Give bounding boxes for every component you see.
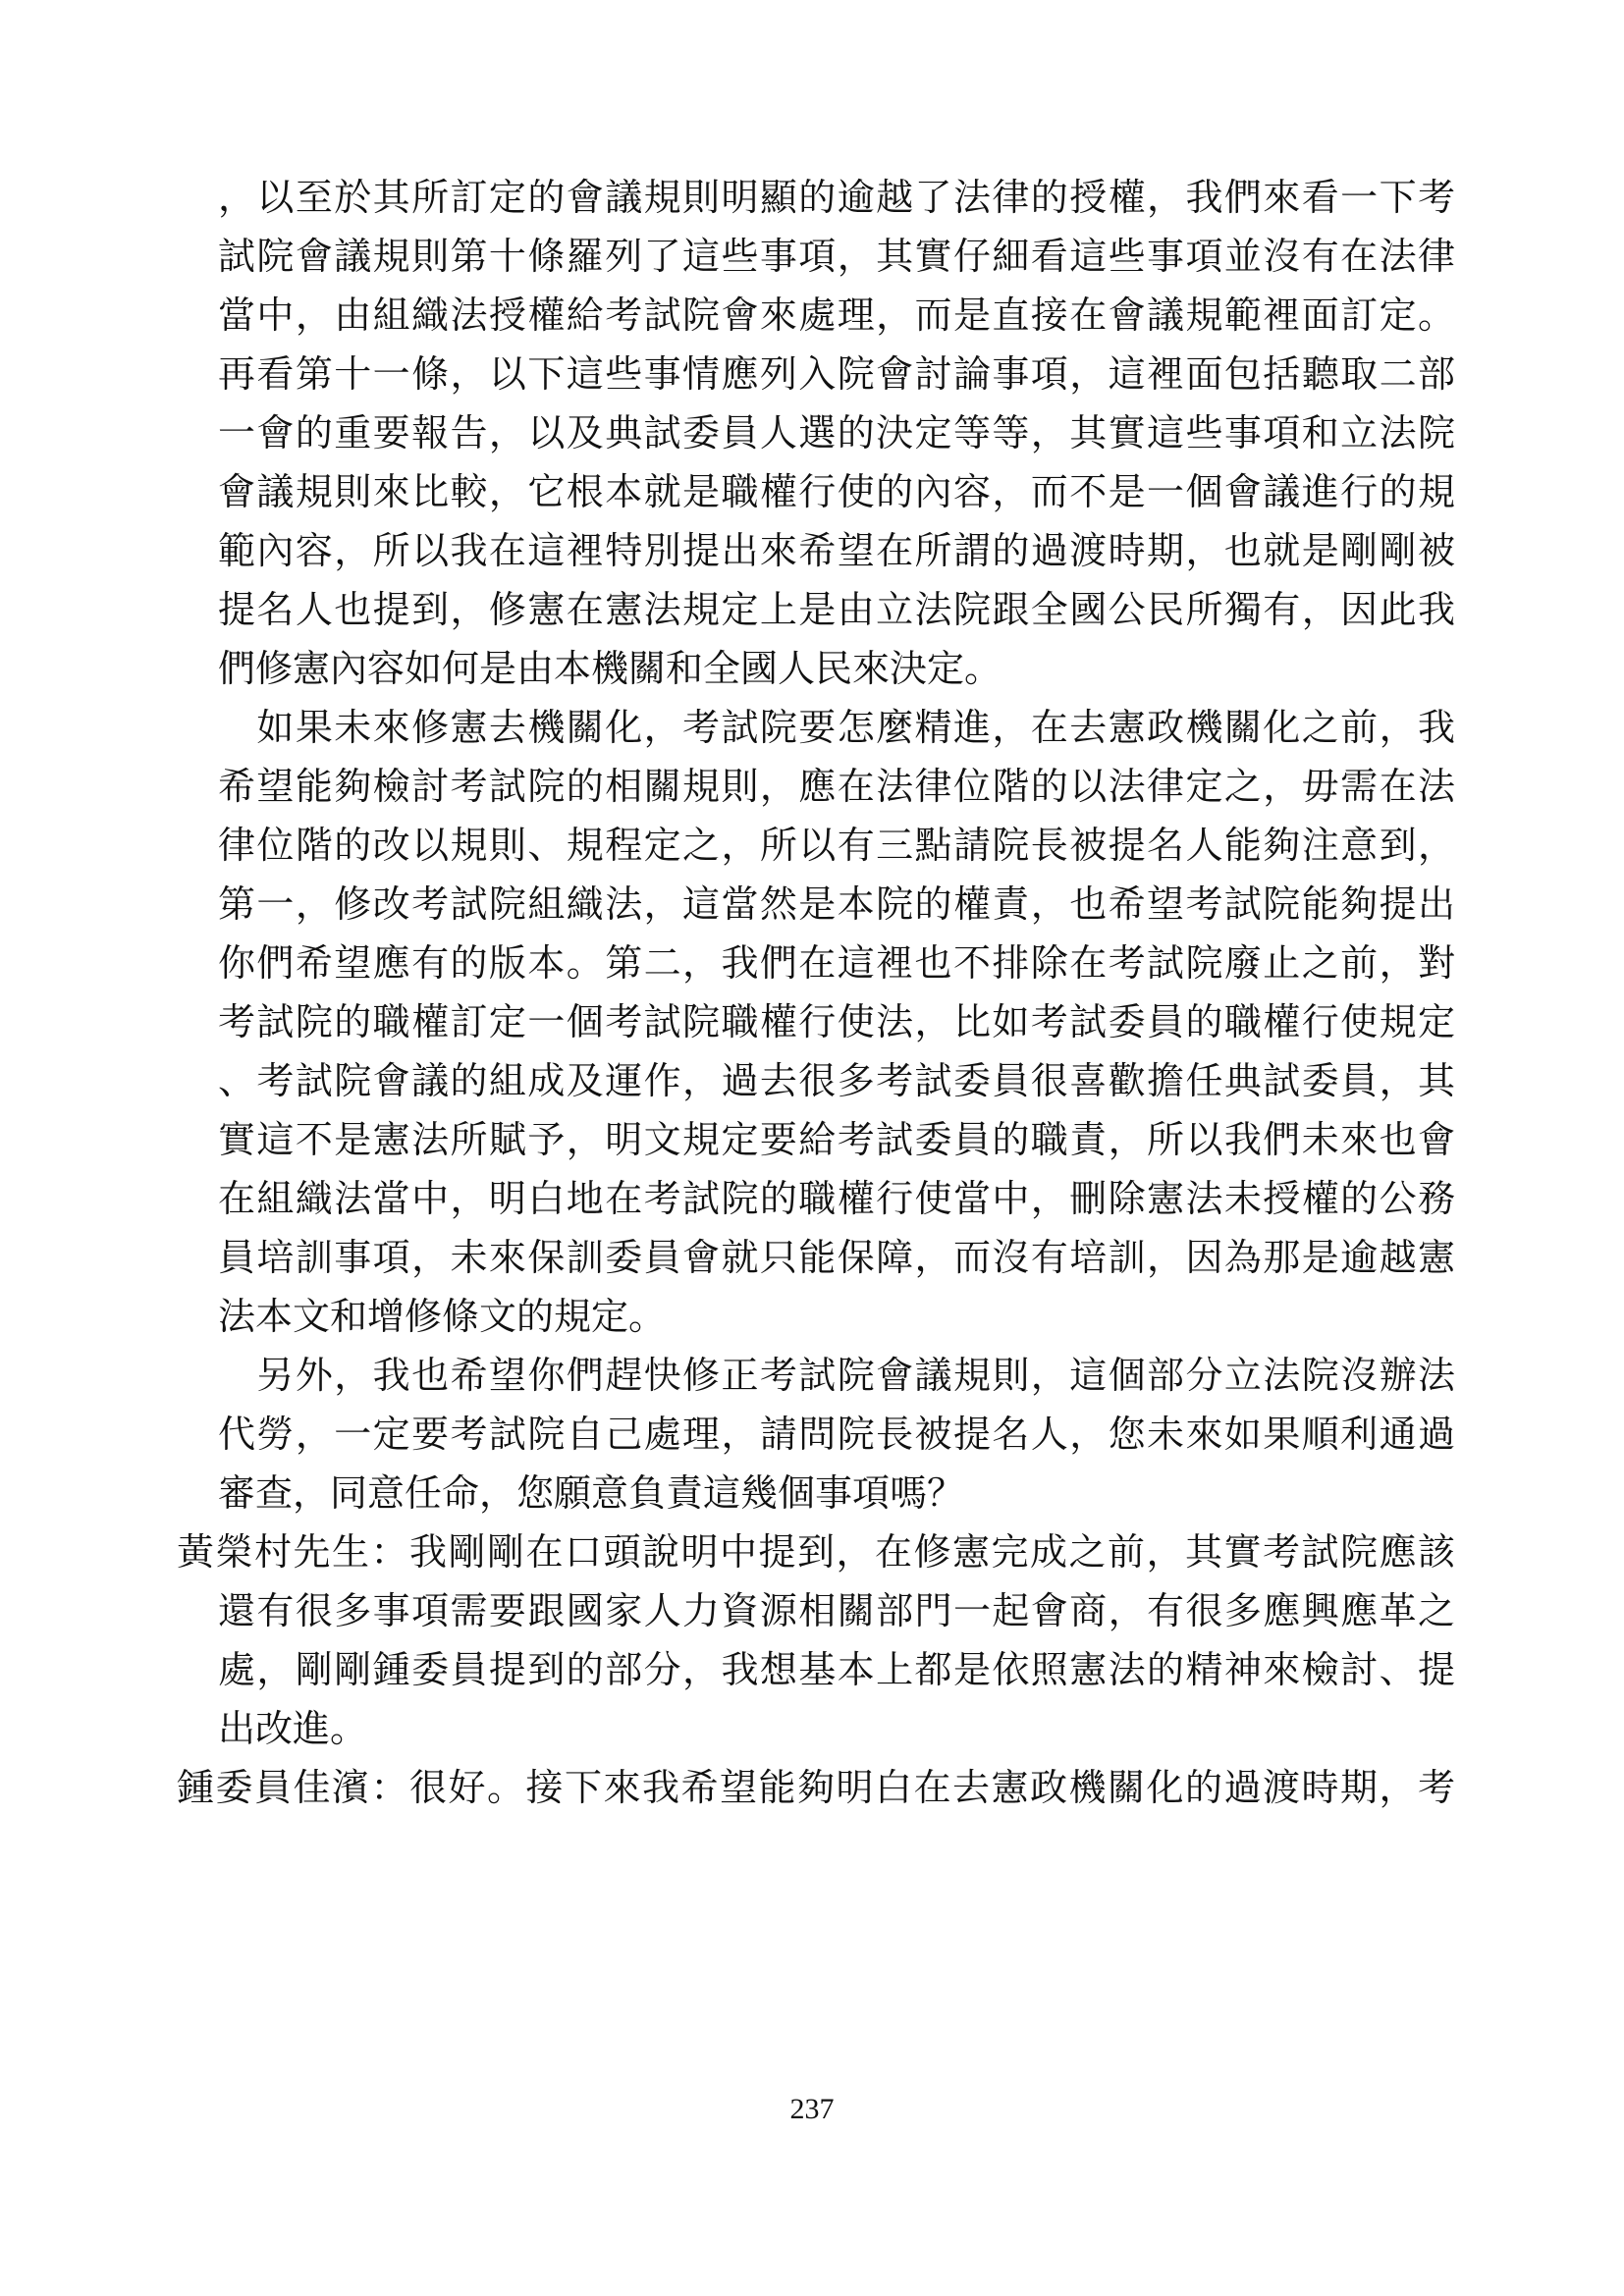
text-line: 實這不是憲法所賦予，明文規定要給考試委員的職責，所以我們未來也會 [218, 1118, 1455, 1161]
text-line: 試院會議規則第十條羅列了這些事項，其實仔細看這些事項並沒有在法律 [218, 235, 1455, 278]
text-line: 審查，同意任命，您願意負責這幾個事項嗎？ [218, 1471, 965, 1515]
text-line: 出改進。 [218, 1707, 368, 1750]
text-line: 如果未來修憲去機關化，考試院要怎麼精進，在去憲政機關化之前，我 [218, 706, 1455, 749]
text-line: 法本文和增修條文的規定。 [218, 1295, 667, 1338]
text-line: 律位階的改以規則、規程定之，所以有三點請院長被提名人能夠注意到， [218, 824, 1455, 867]
speaker-line: 鍾委員佳濱：很好。接下來我希望能夠明白在去憲政機關化的過渡時期，考 [177, 1766, 1455, 1809]
text-line: 、考試院會議的組成及運作，過去很多考試委員很喜歡擔任典試委員，其 [218, 1059, 1455, 1102]
text-line: 提名人也提到，修憲在憲法規定上是由立法院跟全國公民所獨有，因此我 [218, 588, 1455, 631]
text-line: 另外，我也希望你們趕快修正考試院會議規則，這個部分立法院沒辦法 [218, 1354, 1455, 1397]
text-line: 還有很多事項需要跟國家人力資源相關部門一起會商，有很多應興應革之 [218, 1589, 1455, 1632]
text-line: 再看第十一條，以下這些事情應列入院會討論事項，這裡面包括聽取二部 [218, 352, 1455, 396]
page-number: 237 [789, 2093, 835, 2125]
text-line: 員培訓事項，未來保訓委員會就只能保障，而沒有培訓，因為那是逾越憲 [218, 1236, 1455, 1279]
text-line: 處，剛剛鍾委員提到的部分，我想基本上都是依照憲法的精神來檢討、提 [218, 1648, 1455, 1691]
text-line: 範內容，所以我在這裡特別提出來希望在所謂的過渡時期，也就是剛剛被 [218, 529, 1455, 572]
text-line: 第一，修改考試院組織法，這當然是本院的權責，也希望考試院能夠提出 [218, 882, 1455, 926]
text-line: 會議規則來比較，它根本就是職權行使的內容，而不是一個會議進行的規 [218, 470, 1455, 513]
text-line: 在組織法當中，明白地在考試院的職權行使當中，刪除憲法未授權的公務 [218, 1177, 1455, 1220]
text-line: 代勞，一定要考試院自己處理，請問院長被提名人，您未來如果順利通過 [218, 1413, 1455, 1456]
text-line: 當中，由組織法授權給考試院會來處理，而是直接在會議規範裡面訂定。 [218, 294, 1455, 337]
text-line: 考試院的職權訂定一個考試院職權行使法，比如考試委員的職權行使規定 [218, 1000, 1455, 1043]
speaker-line: 黃榮村先生：我剛剛在口頭說明中提到，在修憲完成之前，其實考試院應該 [177, 1530, 1455, 1574]
text-line: 們修憲內容如何是由本機關和全國人民來決定。 [218, 647, 1002, 690]
text-line: 一會的重要報告，以及典試委員人選的決定等等，其實這些事項和立法院 [218, 411, 1455, 454]
text-line: ，以至於其所訂定的會議規則明顯的逾越了法律的授權，我們來看一下考 [218, 176, 1455, 219]
text-line: 希望能夠檢討考試院的相關規則，應在法律位階的以法律定之，毋需在法 [218, 765, 1455, 808]
text-line: 你們希望應有的版本。第二，我們在這裡也不排除在考試院廢止之前，對 [218, 941, 1455, 985]
